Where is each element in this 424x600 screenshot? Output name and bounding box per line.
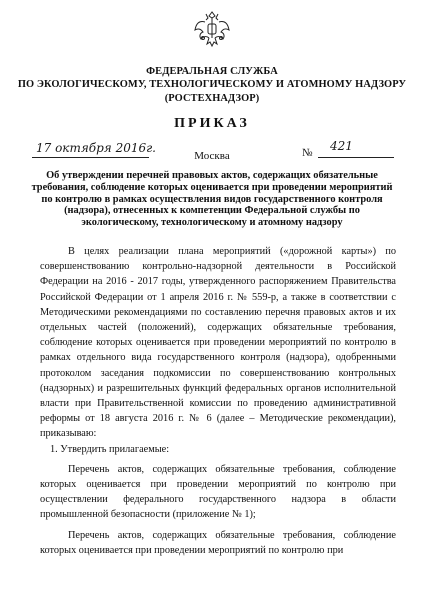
- number-sign: №: [302, 147, 313, 159]
- handwritten-number: 421: [330, 139, 353, 153]
- list-item-1: Перечень актов, содержащих обязательные требования, соблюдение которых оценивается при проведении мероприятий по контролю при осуществлении федерального государственного надзора в области промышленной безопасности (приложение № 1);: [40, 463, 396, 521]
- coat-of-arms-emblem: [193, 8, 231, 50]
- order-title: Об утверждении перечней правовых актов, содержащих обязательные требования, соблюдение которых оценивается при проведении мероприятий по контролю в рамках осуществления видов государственного контроля (надзора), отнесенных к компетенции Федеральной службы по экологическому, технологическому и атомному надзору: [31, 170, 393, 229]
- number-underline: [318, 157, 394, 158]
- handwritten-date: 17 октября 2016г.: [36, 141, 156, 155]
- item-1: 1. Утвердить прилагаемые:: [50, 443, 170, 455]
- agency-name-line1: ФЕДЕРАЛЬНАЯ СЛУЖБА: [146, 66, 278, 77]
- agency-name-line2: ПО ЭКОЛОГИЧЕСКОМУ, ТЕХНОЛОГИЧЕСКОМУ И АТОМНОМУ НАДЗОРУ: [17, 79, 407, 90]
- order-body: [40, 244, 396, 558]
- city-label: Москва: [194, 150, 230, 162]
- agency-abbreviation: (РОСТЕХНАДЗОР): [164, 93, 260, 104]
- document-type-heading: ПРИКАЗ: [174, 116, 250, 131]
- list-item-2: Перечень актов, содержащих обязательные требования, соблюдение которых оценивается при проведении мероприятий по контролю при: [40, 529, 396, 556]
- preamble-paragraph: В целях реализации плана мероприятий («дорожной карты») по совершенствованию контрольно-надзорной деятельности в Российской Федерации на 2016 - 2017 годы, утвержденного распоряжением Правительства Российской Федерации от 1 апреля 2016 г. № 559-р, а также в соответствии с Методическими рекомендациями по составлению перечня правовых актов и их отдельных частей (положений), содержащих обязательные требования, соблюдение которых оценивается при проведении мероприятий по контролю в рамках отдельного вида государственного контроля (надзора), одобренными протоколом заседания подкомиссии по совершенствованию контрольных (надзорных) и разрешительных функций федеральных органов исполнительной власти при Правительственной комиссии по проведению административной реформы от 18 августа 2016 г. № 6 (далее – Методические рекомендации), приказываю:: [40, 246, 396, 440]
